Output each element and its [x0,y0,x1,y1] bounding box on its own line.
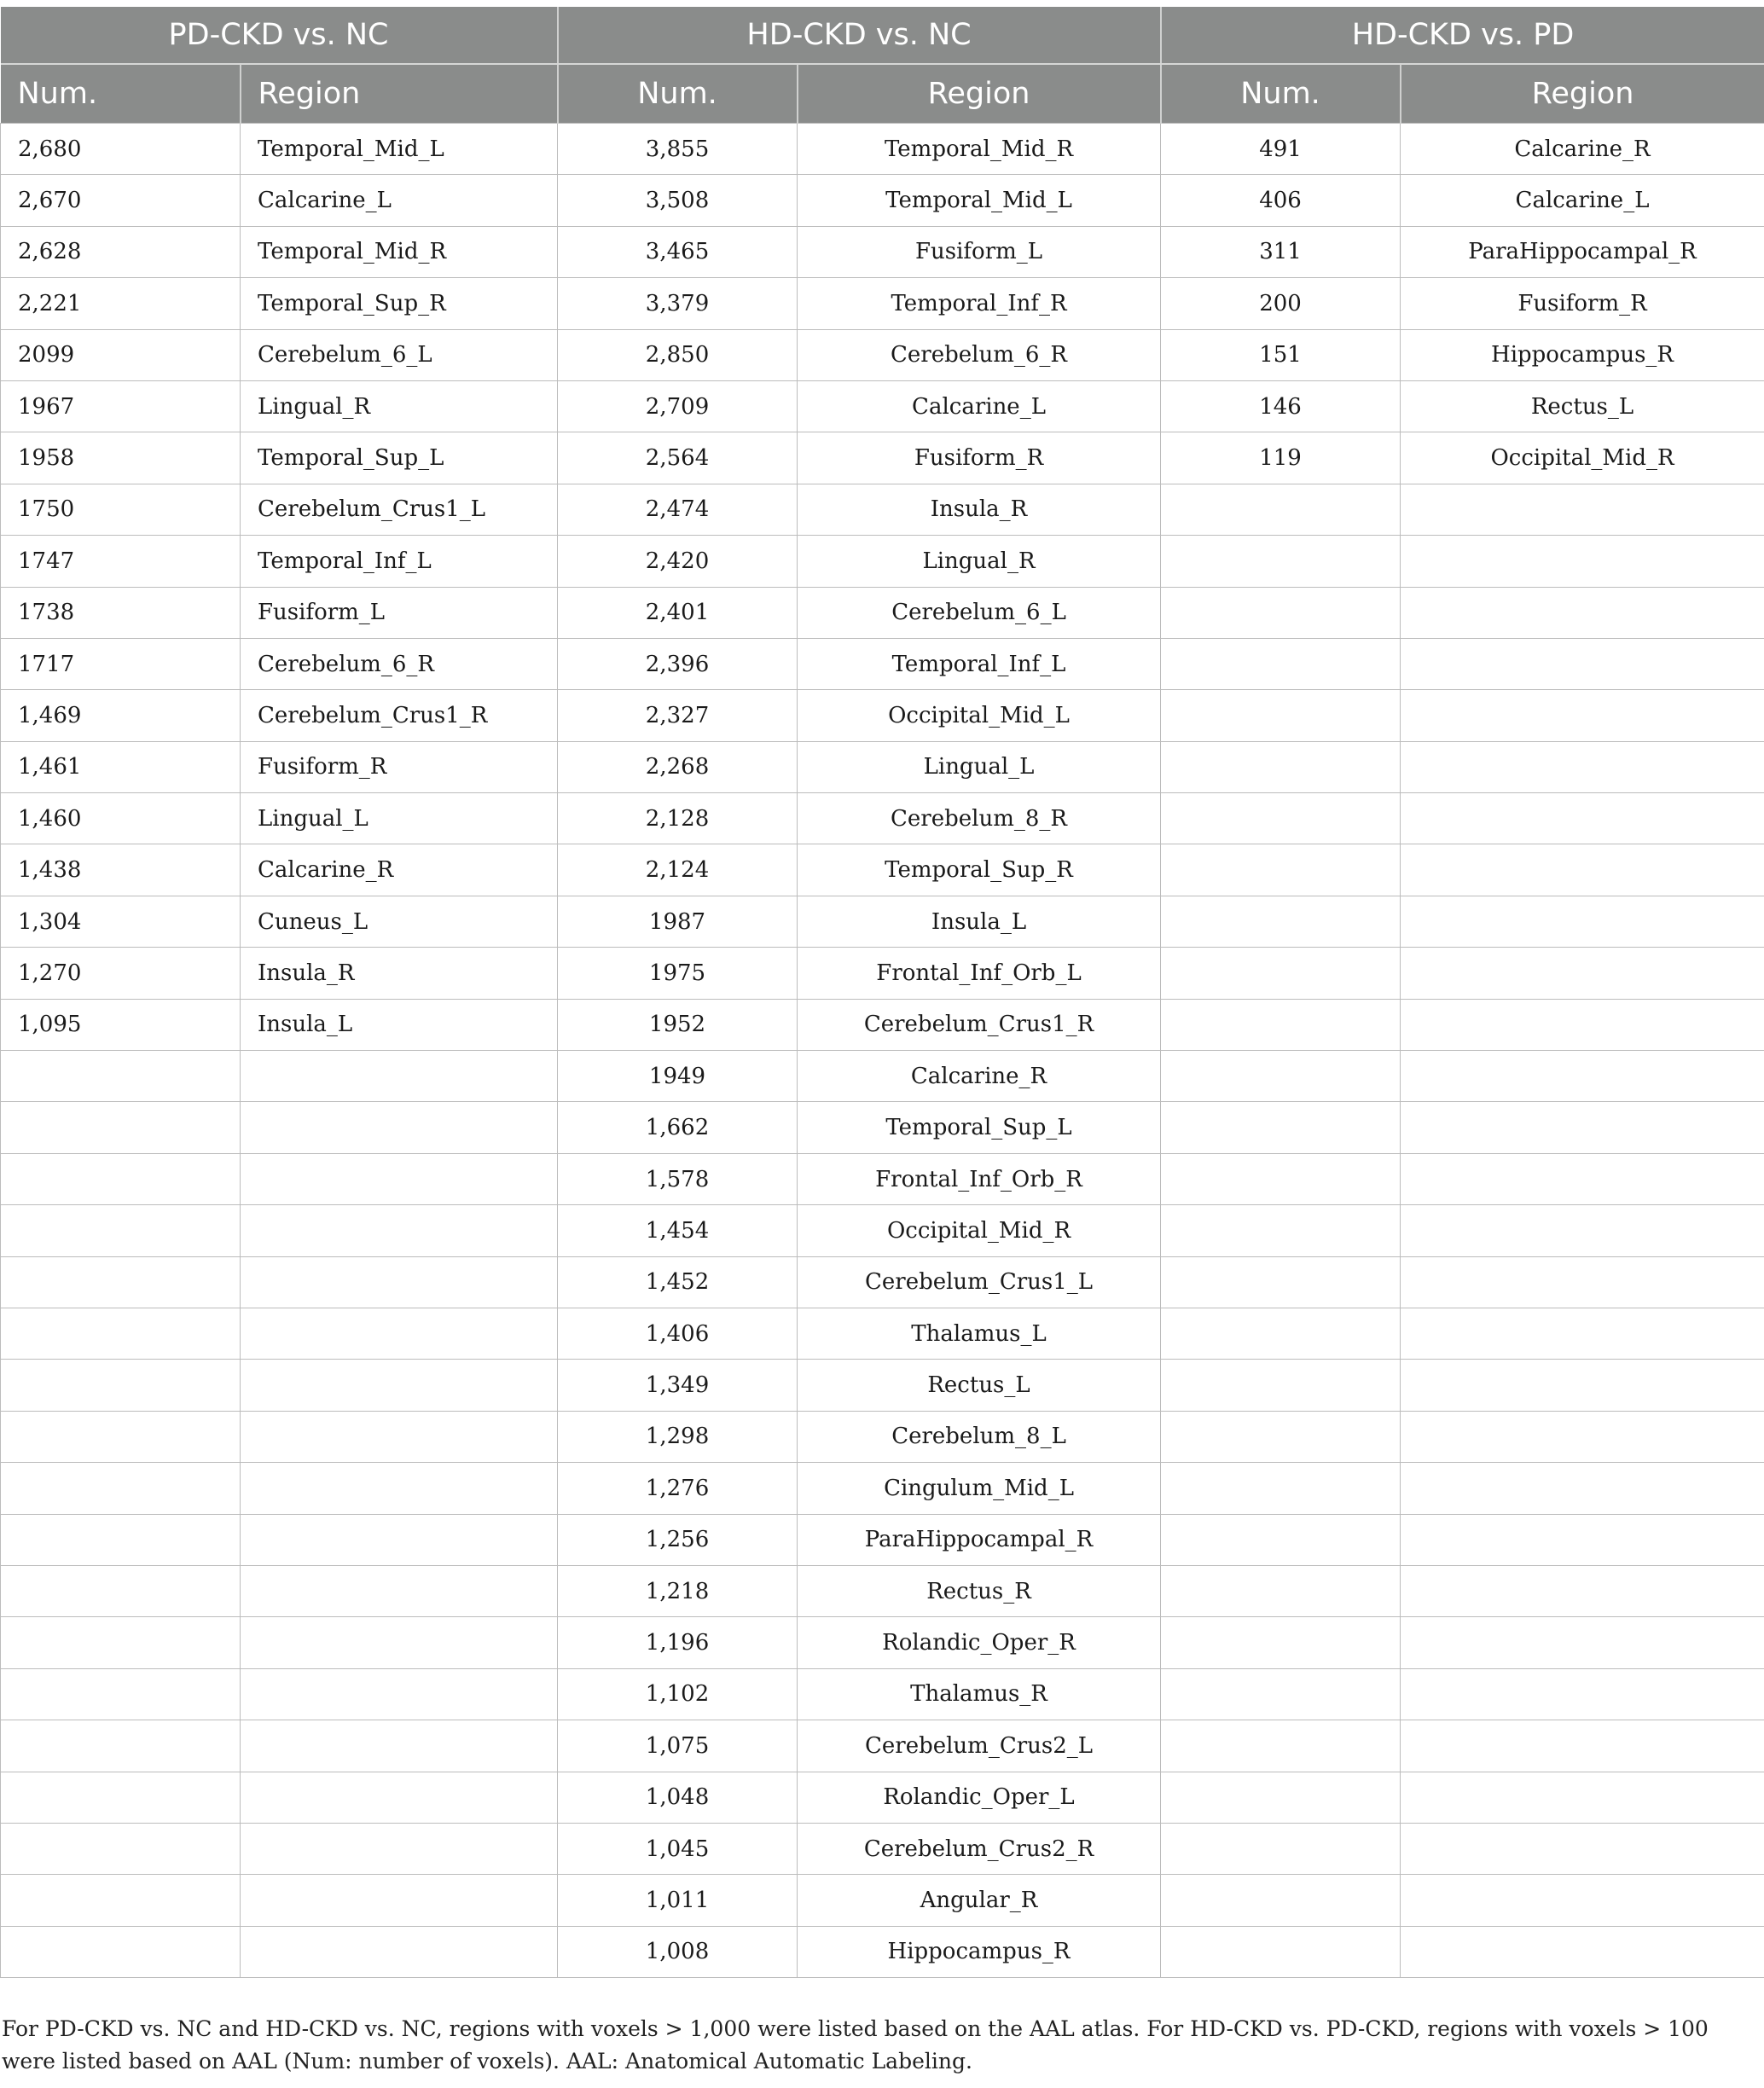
table-footnote: For PD-CKD vs. NC and HD-CKD vs. NC, regions with voxels > 1,000 were listed based on the AAL atlas. For HD-CKD vs. PD-CKD, regions with voxels > 100 were listed based on AAL (Num: number of voxels). AAL: Anatomical Automatic Labeling. [2,2016,1709,2074]
num-cell: 1,008 [558,1926,798,1977]
empty-cell [1401,1926,1764,1977]
region-cell: Cerebelum_8_R [798,793,1161,844]
num-cell: 2,124 [558,844,798,896]
region-cell: Fusiform_R [798,432,1161,484]
region-cell: Occipital_Mid_R [798,1205,1161,1256]
region-cell: Hippocampus_R [1401,329,1764,380]
empty-cell [1161,999,1401,1050]
empty-cell [241,1926,558,1977]
empty-cell [241,1514,558,1565]
region-cell: Cuneus_L [241,896,558,947]
table-row [1,690,1764,741]
empty-cell [1161,1875,1401,1926]
table-row [1,1463,1764,1514]
region-cell: Calcarine_L [241,175,558,226]
region-cell: Calcarine_R [1401,124,1764,175]
num-cell: 2,420 [558,536,798,587]
empty-cell [1161,1463,1401,1514]
region-cell: Lingual_L [798,741,1161,792]
num-cell: 151 [1161,329,1401,380]
empty-cell [1401,1411,1764,1462]
region-cell: Temporal_Mid_R [241,226,558,277]
table-row [1,1411,1764,1462]
empty-cell [1401,741,1764,792]
group-header-hd-nc: HD-CKD vs. NC [558,7,1161,64]
empty-cell [1161,1051,1401,1102]
num-cell: 3,379 [558,278,798,329]
group-header-hd-pd: HD-CKD vs. PD [1161,7,1764,64]
region-cell: Insula_L [798,896,1161,947]
num-cell: 1,298 [558,1411,798,1462]
empty-cell [1401,1308,1764,1359]
num-cell: 1,452 [558,1256,798,1308]
empty-cell [241,1668,558,1720]
table-row [1,1360,1764,1411]
region-cell: Calcarine_L [1401,175,1764,226]
empty-cell [1161,1360,1401,1411]
region-cell: Insula_L [241,999,558,1050]
table-row [1,1153,1764,1204]
region-cell: Fusiform_L [798,226,1161,277]
empty-cell [1,1823,241,1874]
num-cell: 1,075 [558,1720,798,1772]
table-row [1,844,1764,896]
num-cell: 1,196 [558,1617,798,1668]
table-row [1,1617,1764,1668]
region-cell: Occipital_Mid_R [1401,432,1764,484]
empty-cell [1,1153,241,1204]
empty-cell [1401,1463,1764,1514]
empty-cell [1,1256,241,1308]
empty-cell [1401,793,1764,844]
num-cell: 1,461 [1,741,241,792]
num-cell: 2,396 [558,638,798,689]
region-cell: Temporal_Inf_L [798,638,1161,689]
empty-cell [1161,1668,1401,1720]
region-cell: Cerebelum_Crus2_L [798,1720,1161,1772]
empty-cell [1401,1823,1764,1874]
num-cell: 1,276 [558,1463,798,1514]
empty-cell [241,1720,558,1772]
empty-cell [1401,1668,1764,1720]
region-cell: Frontal_Inf_Orb_R [798,1153,1161,1204]
num-cell: 1958 [1,432,241,484]
empty-cell [1401,1051,1764,1102]
empty-cell [1161,638,1401,689]
table-row [1,1051,1764,1102]
table-row [1,793,1764,844]
empty-cell [1161,1102,1401,1153]
region-cell: Temporal_Mid_L [241,124,558,175]
table-row [1,1565,1764,1616]
empty-cell [1,1514,241,1565]
empty-cell [241,1617,558,1668]
column-header-region: Region [1401,64,1764,124]
empty-cell [1401,690,1764,741]
empty-cell [1,1051,241,1102]
num-cell: 2,327 [558,690,798,741]
region-cell: Thalamus_R [798,1668,1161,1720]
num-cell: 1,102 [558,1668,798,1720]
table-row [1,536,1764,587]
table-row [1,1875,1764,1926]
empty-cell [1,1668,241,1720]
num-cell: 1,011 [558,1875,798,1926]
empty-cell [1161,1205,1401,1256]
group-header-pd-nc: PD-CKD vs. NC [1,7,558,64]
empty-cell [1,1720,241,1772]
empty-cell [1161,587,1401,638]
table-row [1,1823,1764,1874]
table-row [1,1668,1764,1720]
num-cell: 1,454 [558,1205,798,1256]
num-cell: 3,855 [558,124,798,175]
column-header-row [1,64,1764,124]
region-cell: ParaHippocampal_R [1401,226,1764,277]
empty-cell [1401,1256,1764,1308]
num-cell: 2,401 [558,587,798,638]
region-cell: Temporal_Sup_R [798,844,1161,896]
empty-cell [241,1102,558,1153]
empty-cell [1161,896,1401,947]
num-cell: 1,095 [1,999,241,1050]
empty-cell [1,1875,241,1926]
table-row [1,1926,1764,1977]
empty-cell [1401,1565,1764,1616]
empty-cell [241,1051,558,1102]
region-cell: Rectus_L [798,1360,1161,1411]
column-header-num: Num. [558,64,798,124]
empty-cell [1161,484,1401,535]
region-cell: Hippocampus_R [798,1926,1161,1977]
empty-cell [1401,999,1764,1050]
num-cell: 2,628 [1,226,241,277]
empty-cell [1161,1565,1401,1616]
region-cell: Rectus_R [798,1565,1161,1616]
region-cell: Cerebelum_Crus1_R [798,999,1161,1050]
num-cell: 1738 [1,587,241,638]
num-cell: 1,406 [558,1308,798,1359]
region-cell: Temporal_Inf_L [241,536,558,587]
table-row [1,741,1764,792]
empty-cell [1,1102,241,1153]
region-cell: Calcarine_R [241,844,558,896]
region-cell: Cingulum_Mid_L [798,1463,1161,1514]
empty-cell [1161,741,1401,792]
region-cell: Cerebelum_Crus1_R [241,690,558,741]
num-cell: 1747 [1,536,241,587]
num-cell: 2,850 [558,329,798,380]
region-cell: Cerebelum_6_R [241,638,558,689]
empty-cell [1161,536,1401,587]
empty-cell [1401,1772,1764,1823]
empty-cell [1161,1308,1401,1359]
column-header-num: Num. [1161,64,1401,124]
empty-cell [1161,793,1401,844]
num-cell: 1,438 [1,844,241,896]
region-cell: Insula_R [241,948,558,999]
num-cell: 1,048 [558,1772,798,1823]
table-row [1,999,1764,1050]
empty-cell [1,1411,241,1462]
empty-cell [1401,1720,1764,1772]
empty-cell [1401,638,1764,689]
num-cell: 491 [1161,124,1401,175]
table-row [1,948,1764,999]
empty-cell [241,1823,558,1874]
num-cell: 1717 [1,638,241,689]
empty-cell [1,1926,241,1977]
table-row [1,1256,1764,1308]
num-cell: 1,218 [558,1565,798,1616]
region-cell: Temporal_Sup_L [798,1102,1161,1153]
table-row [1,1514,1764,1565]
num-cell: 1,256 [558,1514,798,1565]
group-header-row [1,7,1764,64]
region-cell: Lingual_R [798,536,1161,587]
region-cell: Temporal_Mid_R [798,124,1161,175]
num-cell: 2,268 [558,741,798,792]
region-cell: Cerebelum_Crus1_L [241,484,558,535]
num-cell: 2,128 [558,793,798,844]
empty-cell [1161,1772,1401,1823]
region-cell: Occipital_Mid_L [798,690,1161,741]
num-cell: 2,474 [558,484,798,535]
table-row [1,1102,1764,1153]
empty-cell [1401,1102,1764,1153]
region-cell: Temporal_Mid_L [798,175,1161,226]
empty-cell [1161,1617,1401,1668]
num-cell: 2,670 [1,175,241,226]
empty-cell [1401,896,1764,947]
num-cell: 2,221 [1,278,241,329]
empty-cell [1,1205,241,1256]
num-cell: 1,662 [558,1102,798,1153]
empty-cell [1,1463,241,1514]
empty-cell [1401,844,1764,896]
empty-cell [1161,1514,1401,1565]
empty-cell [1161,844,1401,896]
empty-cell [1401,1205,1764,1256]
empty-cell [1161,1256,1401,1308]
num-cell: 3,465 [558,226,798,277]
num-cell: 406 [1161,175,1401,226]
empty-cell [241,1360,558,1411]
empty-cell [1,1308,241,1359]
empty-cell [1161,948,1401,999]
empty-cell [241,1565,558,1616]
empty-cell [1401,587,1764,638]
empty-cell [1401,536,1764,587]
empty-cell [1401,1153,1764,1204]
num-cell: 2099 [1,329,241,380]
empty-cell [241,1463,558,1514]
num-cell: 311 [1161,226,1401,277]
region-cell: Rectus_L [1401,380,1764,432]
table-row [1,432,1764,484]
empty-cell [1,1772,241,1823]
num-cell: 1,578 [558,1153,798,1204]
empty-cell [241,1411,558,1462]
empty-cell [241,1875,558,1926]
empty-cell [1,1565,241,1616]
num-cell: 1750 [1,484,241,535]
empty-cell [1401,1360,1764,1411]
region-cell: Cerebelum_8_L [798,1411,1161,1462]
num-cell: 200 [1161,278,1401,329]
table-row [1,226,1764,277]
num-cell: 1,469 [1,690,241,741]
empty-cell [1161,1926,1401,1977]
num-cell: 2,564 [558,432,798,484]
voxel-regions-table [0,7,1764,1978]
table-container [0,7,1764,1978]
num-cell: 1952 [558,999,798,1050]
table-row [1,124,1764,175]
num-cell: 1975 [558,948,798,999]
region-cell: Lingual_L [241,793,558,844]
empty-cell [1161,1823,1401,1874]
table-row [1,329,1764,380]
table-row [1,278,1764,329]
num-cell: 146 [1161,380,1401,432]
empty-cell [1401,948,1764,999]
empty-cell [1161,1720,1401,1772]
region-cell: Rolandic_Oper_L [798,1772,1161,1823]
region-cell: Thalamus_L [798,1308,1161,1359]
region-cell: Cerebelum_6_L [798,587,1161,638]
region-cell: Temporal_Sup_R [241,278,558,329]
empty-cell [1401,484,1764,535]
num-cell: 1,349 [558,1360,798,1411]
region-cell: Insula_R [798,484,1161,535]
table-row [1,484,1764,535]
region-cell: Cerebelum_6_R [798,329,1161,380]
empty-cell [1401,1875,1764,1926]
region-cell: Rolandic_Oper_R [798,1617,1161,1668]
empty-cell [1,1617,241,1668]
empty-cell [241,1205,558,1256]
empty-cell [241,1308,558,1359]
table-row [1,896,1764,947]
table-row [1,1205,1764,1256]
region-cell: Angular_R [798,1875,1161,1926]
table-row [1,1720,1764,1772]
region-cell: Calcarine_R [798,1051,1161,1102]
empty-cell [1,1360,241,1411]
num-cell: 2,680 [1,124,241,175]
num-cell: 1,045 [558,1823,798,1874]
region-cell: Temporal_Sup_L [241,432,558,484]
table-header [1,7,1764,124]
region-cell: Calcarine_L [798,380,1161,432]
empty-cell [241,1256,558,1308]
num-cell: 1,304 [1,896,241,947]
num-cell: 1949 [558,1051,798,1102]
empty-cell [241,1153,558,1204]
table-row [1,380,1764,432]
empty-cell [1401,1617,1764,1668]
empty-cell [1161,1411,1401,1462]
table-row [1,638,1764,689]
table-row [1,1308,1764,1359]
region-cell: Temporal_Inf_R [798,278,1161,329]
num-cell: 1,460 [1,793,241,844]
region-cell: ParaHippocampal_R [798,1514,1161,1565]
num-cell: 2,709 [558,380,798,432]
num-cell: 119 [1161,432,1401,484]
region-cell: Cerebelum_6_L [241,329,558,380]
column-header-region: Region [241,64,558,124]
num-cell: 1987 [558,896,798,947]
column-header-num: Num. [1,64,241,124]
table-body [1,124,1764,1978]
region-cell: Cerebelum_Crus2_R [798,1823,1161,1874]
empty-cell [1161,690,1401,741]
column-header-region: Region [798,64,1161,124]
empty-cell [1161,1153,1401,1204]
num-cell: 3,508 [558,175,798,226]
num-cell: 1,270 [1,948,241,999]
empty-cell [241,1772,558,1823]
table-row [1,587,1764,638]
num-cell: 1967 [1,380,241,432]
region-cell: Frontal_Inf_Orb_L [798,948,1161,999]
region-cell: Fusiform_L [241,587,558,638]
region-cell: Cerebelum_Crus1_L [798,1256,1161,1308]
empty-cell [1401,1514,1764,1565]
table-row [1,1772,1764,1823]
table-row [1,175,1764,226]
region-cell: Lingual_R [241,380,558,432]
region-cell: Fusiform_R [1401,278,1764,329]
region-cell: Fusiform_R [241,741,558,792]
